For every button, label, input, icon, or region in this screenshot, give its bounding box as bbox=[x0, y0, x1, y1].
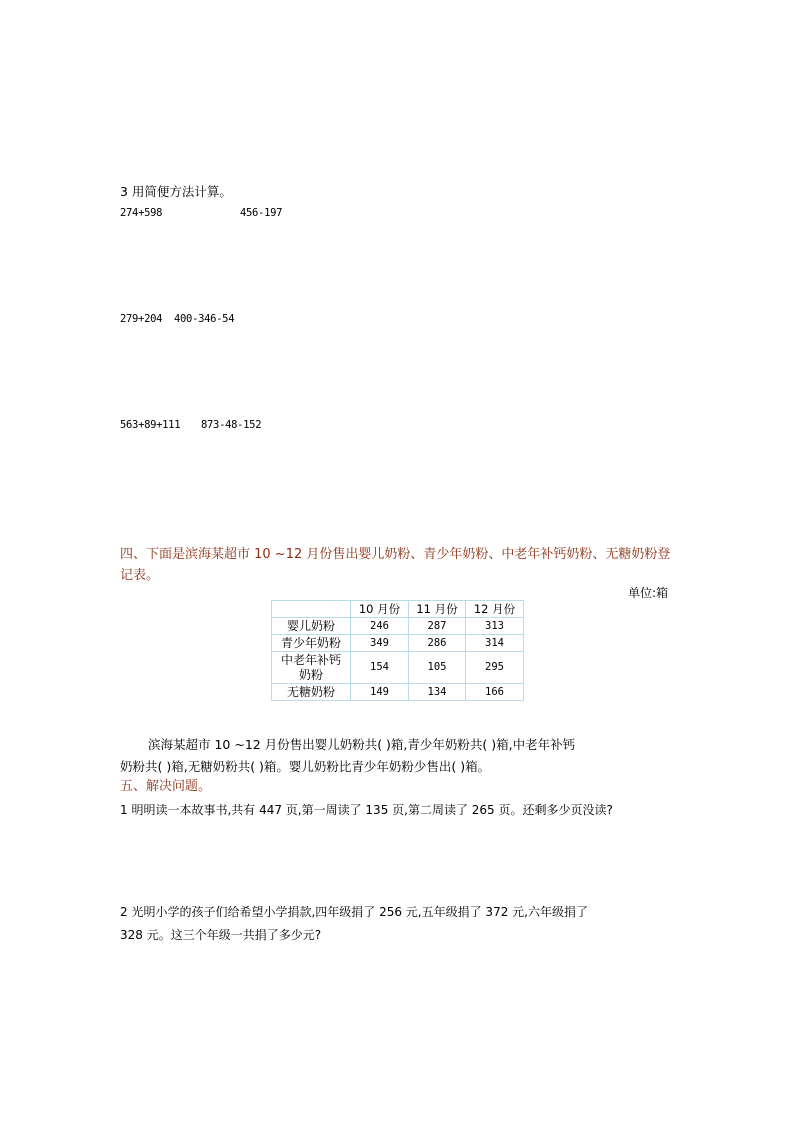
table-header-cell: 10 月份 bbox=[351, 601, 409, 618]
table-cell: 349 bbox=[351, 635, 409, 652]
question-2-line2: 328 元。这三个年级一共捐了多少元? bbox=[120, 928, 322, 942]
section4-title-line1: 四、下面是滨海某超市 10 ~12 月份售出婴儿奶粉、青少年奶粉、中老年补钙奶粉、无糖奶粉登 bbox=[120, 547, 671, 562]
table-cell: 246 bbox=[351, 618, 409, 635]
table-cell: 286 bbox=[409, 635, 466, 652]
expr-274-598: 274+598 bbox=[120, 207, 163, 219]
table-cell: 154 bbox=[351, 652, 409, 684]
row-label: 婴儿奶粉 bbox=[272, 618, 351, 635]
table-header-cell: 11 月份 bbox=[409, 601, 466, 618]
table-cell: 149 bbox=[351, 684, 409, 701]
section4-title-line2: 记表。 bbox=[120, 568, 160, 583]
section3-title: 3 用简便方法计算。 bbox=[120, 184, 232, 199]
row-label: 青少年奶粉 bbox=[272, 635, 351, 652]
fill-blank-line2: 奶粉共( )箱,无糖奶粉共( )箱。婴儿奶粉比青少年奶粉少售出( )箱。 bbox=[120, 759, 491, 774]
expr-279-204: 279+204 bbox=[120, 313, 163, 325]
section5-title: 五、解决问题。 bbox=[120, 779, 212, 794]
sales-table bbox=[271, 600, 524, 701]
table-header-row bbox=[272, 601, 524, 618]
table-cell: 134 bbox=[409, 684, 466, 701]
table-cell: 166 bbox=[466, 684, 524, 701]
table-row bbox=[272, 618, 524, 635]
table-row bbox=[272, 684, 524, 701]
row-label: 无糖奶粉 bbox=[272, 684, 351, 701]
expr-873-48-152: 873-48-152 bbox=[201, 419, 262, 431]
table-row bbox=[272, 635, 524, 652]
row-label-line2: 奶粉 bbox=[298, 667, 323, 682]
row-label bbox=[272, 652, 351, 684]
table-header-cell: 12 月份 bbox=[466, 601, 524, 618]
table-header-cell bbox=[272, 601, 351, 618]
table-cell: 287 bbox=[409, 618, 466, 635]
fill-blank-line1: 滨海某超市 10 ~12 月份售出婴儿奶粉共( )箱,青少年奶粉共( )箱,中老年补钙 bbox=[148, 737, 576, 752]
question-1: 1 明明读一本故事书,共有 447 页,第一周读了 135 页,第二周读了 265 页。还剩多少页没读? bbox=[120, 803, 613, 817]
expr-400-346-54: 400-346-54 bbox=[174, 313, 235, 325]
table-cell: 314 bbox=[466, 635, 524, 652]
unit-label: 单位:箱 bbox=[628, 586, 669, 600]
table-cell: 295 bbox=[466, 652, 524, 684]
table-cell: 105 bbox=[409, 652, 466, 684]
question-2-line1: 2 光明小学的孩子们给希望小学捐款,四年级捐了 256 元,五年级捐了 372 元,六年级捐了 bbox=[120, 905, 588, 919]
table-row bbox=[272, 652, 524, 684]
table-cell: 313 bbox=[466, 618, 524, 635]
row-label-line1: 中老年补钙 bbox=[280, 652, 341, 667]
expr-456-197: 456-197 bbox=[240, 207, 283, 219]
expr-563-89-111: 563+89+111 bbox=[120, 419, 181, 431]
